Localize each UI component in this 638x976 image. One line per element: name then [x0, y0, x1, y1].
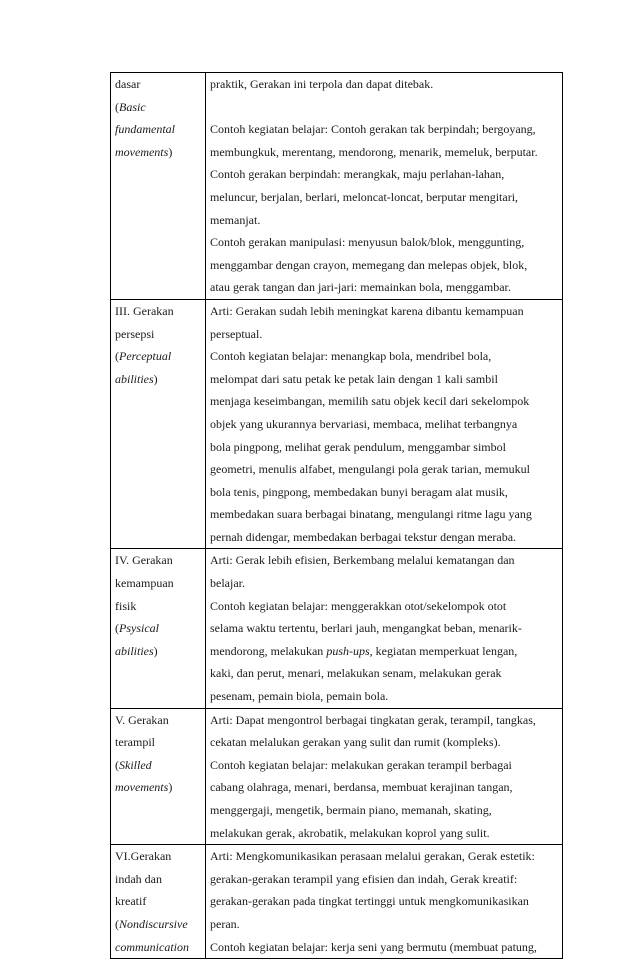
category-line: (Psysical [115, 621, 159, 636]
category-line: abilities) [115, 371, 158, 386]
description-line: menggambar dengan crayon, memegang dan melepas objek, blok, [210, 257, 528, 272]
paragraph-gap [210, 96, 562, 119]
category-cell [111, 549, 206, 708]
table-row [111, 299, 563, 549]
category-line: indah dan [115, 871, 162, 886]
description-line: Arti: Dapat mengontrol berbagai tingkatan gerak, terampil, tangkas, [210, 712, 536, 727]
description-line: Arti: Gerak lebih efisien, Berkembang melalui kematangan dan [210, 553, 515, 568]
description-line: Contoh kegiatan belajar: melakukan gerakan terampil berbagai [210, 757, 512, 772]
description-line: Contoh gerakan berpindah: merangkak, maju perlahan-lahan, [210, 167, 505, 182]
description-line: Contoh kegiatan belajar: Contoh gerakan tak berpindah; bergoyang, [210, 122, 536, 137]
table-row [111, 708, 563, 845]
description-line: cabang olahraga, menari, berdansa, membuat kerajinan tangan, [210, 780, 513, 795]
description-line: membedakan suara berbagai binatang, mengulangi ritme lagu yang [210, 507, 532, 522]
category-line: V. Gerakan [115, 712, 169, 727]
category-line: III. Gerakan [115, 303, 174, 318]
description-line: kaki, dan perut, menari, melakukan senam, melakukan gerak [210, 666, 502, 681]
description-line: Arti: Mengkomunikasikan perasaan melalui gerakan, Gerak estetik: [210, 849, 535, 864]
category-line: kreatif [115, 894, 147, 909]
description-line: pesenam, pemain biola, pemain bola. [210, 689, 389, 704]
description-cell [206, 549, 563, 708]
category-line: (Nondiscursive [115, 916, 188, 931]
description-cell [206, 73, 563, 300]
description-line: melakukan gerak, akrobatik, melakukan koprol yang sulit. [210, 825, 490, 840]
category-line: fisik [115, 598, 137, 613]
description-line: peran. [210, 916, 240, 931]
description-line: bola tenis, pingpong, membedakan bunyi beragam alat musik, [210, 484, 508, 499]
description-line: praktik, Gerakan ini terpola dan dapat ditebak. [210, 77, 434, 91]
description-line: Arti: Gerakan sudah lebih meningkat karena dibantu kemampuan [210, 303, 524, 318]
description-line: mendorong, melakukan push-ups, kegiatan memperkuat lengan, [210, 643, 518, 658]
category-line: abilities) [115, 643, 158, 658]
category-line: (Skilled [115, 757, 152, 772]
description-line: atau gerak tangan dan jari-jari: memainkan bola, menggambar. [210, 280, 511, 295]
description-cell [206, 845, 563, 959]
description-line: Contoh kegiatan belajar: kerja seni yang bermutu (membuat patung, [210, 939, 537, 954]
description-line: perseptual. [210, 326, 263, 341]
category-line: (Basic [115, 99, 146, 114]
category-cell [111, 73, 206, 300]
category-cell [111, 299, 206, 549]
table-row [111, 549, 563, 708]
category-line: (Perceptual [115, 349, 172, 364]
category-line: persepsi [115, 326, 155, 341]
description-line: cekatan melalukan gerakan yang sulit dan rumit (kompleks). [210, 735, 501, 750]
category-line: fundamental [115, 122, 175, 137]
category-line: dasar [115, 77, 141, 91]
table-row [111, 73, 563, 300]
table-row [111, 845, 563, 959]
description-line: belajar. [210, 576, 245, 591]
description-line: bola pingpong, melihat gerak pendulum, menggambar simbol [210, 439, 506, 454]
description-line: selama waktu tertentu, berlari jauh, mengangkat beban, menarik- [210, 621, 522, 636]
category-line: IV. Gerakan [115, 553, 173, 568]
description-line: Contoh kegiatan belajar: menangkap bola, mendribel bola, [210, 349, 492, 364]
description-line: gerakan-gerakan terampil yang efisien dan indah, Gerak kreatif: [210, 871, 518, 886]
category-line: VI.Gerakan [115, 849, 172, 864]
description-line: gerakan-gerakan pada tingkat tertinggi untuk mengkomunikasikan [210, 894, 529, 909]
description-line: memanjat. [210, 212, 261, 227]
category-line: movements) [115, 144, 173, 159]
description-line: Contoh kegiatan belajar: menggerakkan otot/sekelompok otot [210, 598, 507, 613]
category-cell [111, 845, 206, 959]
movement-taxonomy-table [110, 72, 563, 959]
description-line: pernah didengar, membedakan berbagai tekstur dengan meraba. [210, 529, 517, 544]
category-line: terampil [115, 735, 155, 750]
description-line: objek yang ukurannya bervariasi, membaca, melihat terbangnya [210, 416, 518, 431]
category-line: movements) [115, 780, 173, 795]
description-cell [206, 299, 563, 549]
description-line: meluncur, berjalan, berlari, meloncat-loncat, berputar mengitari, [210, 189, 519, 204]
category-cell [111, 708, 206, 845]
description-line: menggergaji, mengetik, bermain piano, memanah, skating, [210, 803, 492, 817]
description-line: melompat dari satu petak ke petak lain dengan 1 kali sambil [210, 371, 498, 386]
description-line: menjaga keseimbangan, memilih satu objek kecil dari sekelompok [210, 394, 530, 409]
category-line: kemampuan [115, 576, 174, 591]
description-line: membungkuk, merentang, mendorong, menarik, memeluk, berputar. [210, 144, 538, 159]
description-line: Contoh gerakan manipulasi: menyusun balok/blok, menggunting, [210, 235, 525, 250]
description-line: geometri, menulis alfabet, mengulangi pola gerak tarian, memukul [210, 462, 530, 477]
description-cell [206, 708, 563, 845]
category-line: communication [115, 939, 189, 954]
